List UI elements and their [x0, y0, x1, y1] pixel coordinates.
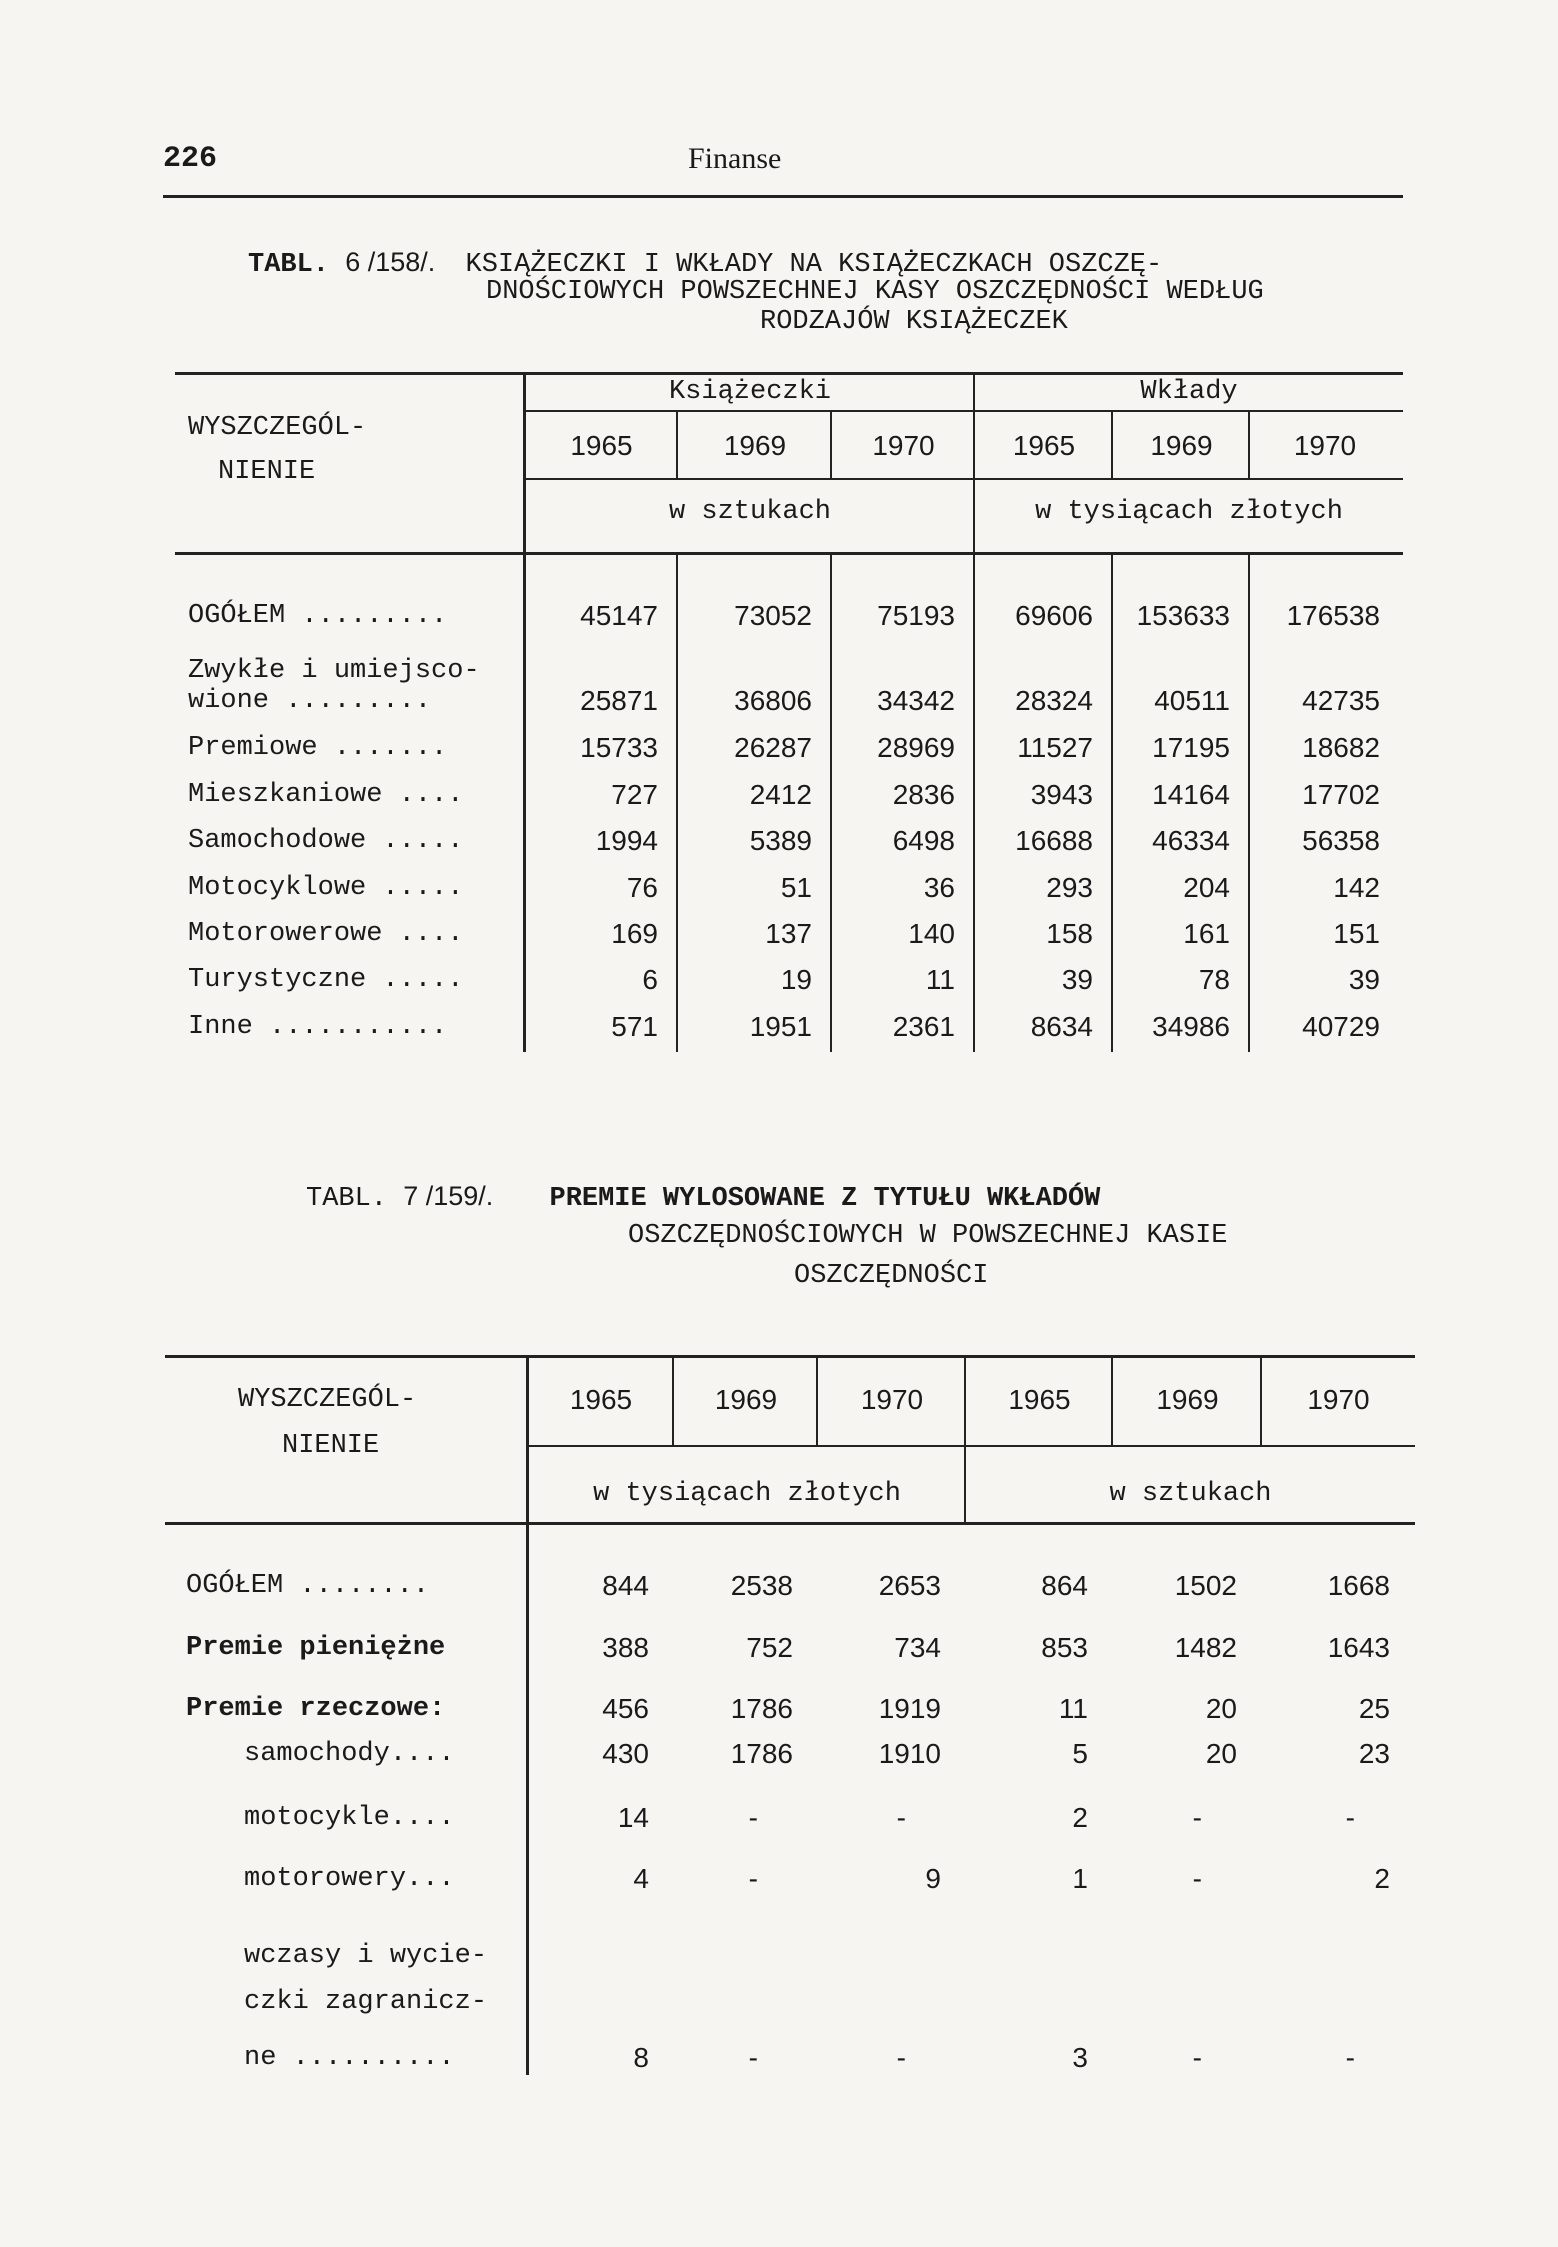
t7-row-label: motocykle....	[244, 1803, 455, 1833]
t6-value: 46334	[1152, 825, 1230, 856]
page-number: 226	[163, 142, 218, 176]
t6-value: 40511	[1154, 685, 1230, 716]
t7-year-3: 1965	[1008, 1384, 1071, 1415]
t7-value: 9	[925, 1863, 941, 1894]
t7-value: 23	[1358, 1738, 1390, 1769]
t6-value: 76	[626, 872, 658, 903]
t6-value: 34986	[1152, 1011, 1230, 1042]
t7-value: 864	[1041, 1570, 1088, 1601]
t6-value: 19	[780, 964, 812, 995]
table7-title-line1: PREMIE WYLOSOWANE Z TYTUŁU WKŁADÓW	[549, 1184, 1101, 1214]
t6-value: 26287	[734, 732, 812, 763]
t6-value: 169	[611, 918, 658, 949]
t7-rule-years	[528, 1445, 1415, 1447]
t6-year-2: 1970	[872, 430, 935, 461]
t7-value: -	[1192, 1802, 1202, 1833]
t6-row-label: OGÓŁEM .........	[188, 601, 448, 631]
t7-value: 14	[617, 1802, 649, 1833]
t7-value: 20	[1205, 1738, 1237, 1769]
t7-unit-2: w sztukach	[1109, 1479, 1272, 1509]
t7-value: -	[1345, 2042, 1355, 2073]
t6-row-label: Mieszkaniowe ....	[188, 780, 464, 810]
t6-value: 51	[780, 872, 812, 903]
t6-unit-2: w tysiącach złotych	[1035, 497, 1343, 527]
t7-value: 2538	[730, 1570, 793, 1601]
t6-value: 204	[1183, 872, 1230, 903]
t7-value: 1482	[1174, 1632, 1237, 1663]
t6-row-label: Motorowerowe ....	[188, 919, 464, 949]
t6-value: 142	[1333, 872, 1380, 903]
t6-value: 1951	[749, 1011, 812, 1042]
table7-title-line2: OSZCZĘDNOŚCIOWYCH W POWSZECHNEJ KASIE	[628, 1221, 1228, 1251]
table7-title-line3: OSZCZĘDNOŚCI	[794, 1261, 989, 1291]
t7-value: 1668	[1327, 1570, 1390, 1601]
t7-value: -	[896, 1802, 906, 1833]
t7-value: 4	[633, 1863, 649, 1894]
t7-row-label: OGÓŁEM ........	[186, 1571, 430, 1601]
t6-value: 36806	[734, 685, 812, 716]
t7-value: 2	[1374, 1863, 1390, 1894]
t7-value: 388	[602, 1632, 649, 1663]
table6-title-line3: RODZAJÓW KSIĄŻECZEK	[760, 307, 1068, 337]
t7-value: 2653	[878, 1570, 941, 1601]
t6-value: 28324	[1015, 685, 1093, 716]
t6-year-5: 1970	[1293, 430, 1357, 461]
t7-value: -	[1192, 1863, 1202, 1894]
t7-value: 1786	[730, 1738, 793, 1769]
t6-value: 69606	[1015, 600, 1093, 631]
table6-number: 6 /158/.	[345, 247, 436, 277]
t6-value: 17702	[1302, 779, 1380, 810]
t6-value: 153633	[1136, 600, 1230, 631]
t7-row-label: samochody....	[244, 1739, 455, 1769]
t6-value: 56358	[1302, 825, 1380, 856]
t6-value: 45147	[580, 600, 658, 631]
t6-row-label: Turystyczne .....	[188, 965, 464, 995]
t6-value: 2412	[749, 779, 812, 810]
running-head: Finanse	[688, 142, 782, 175]
t7-rule-top	[165, 1355, 1415, 1358]
t6-value: 75193	[877, 600, 955, 631]
t6-value: 78	[1198, 964, 1230, 995]
t7-value: 844	[602, 1570, 649, 1601]
table6-label: TABL.	[248, 250, 330, 280]
t7-value: -	[1192, 2042, 1202, 2073]
t6-row-label2: wione .........	[188, 686, 432, 716]
t6-value: 73052	[734, 600, 812, 631]
t7-value: 5	[1072, 1738, 1088, 1769]
t6-value: 34342	[877, 685, 955, 716]
t7-value: 430	[602, 1738, 649, 1769]
t7-value: -	[748, 1863, 758, 1894]
t6-value: 11527	[1017, 732, 1093, 763]
t7-year-2: 1970	[860, 1384, 924, 1415]
t6-value: 6	[642, 964, 658, 995]
t6-value: 18682	[1302, 732, 1380, 763]
t7-value: -	[896, 2042, 906, 2073]
t6-group-ksiazeczki: Książeczki	[668, 377, 832, 407]
t6-value: 25871	[580, 685, 658, 716]
t6-value: 140	[908, 918, 955, 949]
t6-stub-header-2: NIENIE	[218, 457, 316, 487]
t6-value: 6498	[892, 825, 955, 856]
t6-value: 11	[925, 964, 955, 995]
t6-year-0: 1965	[570, 430, 633, 461]
t6-value: 571	[611, 1011, 658, 1042]
t7-value: 1919	[878, 1693, 941, 1724]
t6-value: 161	[1183, 918, 1230, 949]
t6-row-label: Motocyklowe .....	[188, 873, 464, 903]
t7-rule-units	[165, 1522, 1415, 1525]
t6-value: 176538	[1286, 600, 1380, 631]
t6-value: 42735	[1302, 685, 1380, 716]
t7-row-label: Premie rzeczowe:	[186, 1694, 446, 1724]
table6-title-line2: DNOŚCIOWYCH POWSZECHNEJ KASY OSZCZĘDNOŚCI WEDŁUG	[486, 277, 1264, 307]
t7-value: 752	[746, 1632, 793, 1663]
t6-row-label: Samochodowe .....	[188, 826, 464, 856]
t6-value: 727	[611, 779, 658, 810]
t6-row-label: Premiowe .......	[188, 733, 448, 763]
table6-title-line1: KSIĄŻECZKI I WKŁADY NA KSIĄŻECZKACH OSZCZĘ-	[465, 250, 1163, 280]
t6-year-1: 1969	[723, 430, 787, 461]
t6-value: 17195	[1152, 732, 1230, 763]
t7-value: 3	[1072, 2042, 1088, 2073]
t7-value: 11	[1058, 1693, 1088, 1724]
t6-value: 2836	[892, 779, 955, 810]
table7-number: 7 /159/.	[403, 1181, 494, 1211]
t6-value: 151	[1333, 918, 1380, 949]
t7-stub-header-2: NIENIE	[282, 1431, 380, 1461]
t6-value: 15733	[580, 732, 658, 763]
t6-value: 28969	[877, 732, 955, 763]
t6-value: 137	[765, 918, 812, 949]
t6-value: 40729	[1302, 1011, 1380, 1042]
t7-value: 8	[633, 2042, 649, 2073]
t7-row-label3: ne ..........	[244, 2043, 455, 2073]
t6-year-3: 1965	[1012, 430, 1076, 461]
t7-value: 1502	[1174, 1570, 1237, 1601]
t6-value: 3943	[1030, 779, 1093, 810]
t6-group-wklady: Wkłady	[1140, 377, 1238, 407]
t7-year-0: 1965	[569, 1384, 633, 1415]
t7-year-5: 1970	[1307, 1384, 1370, 1415]
t7-value: 1	[1072, 1863, 1088, 1894]
t6-value: 158	[1046, 918, 1093, 949]
t6-value: 1994	[595, 825, 658, 856]
t7-value: -	[748, 1802, 758, 1833]
t6-year-4: 1969	[1150, 430, 1213, 461]
t7-year-1: 1969	[714, 1384, 778, 1415]
table7-label: TABL.	[306, 1184, 388, 1214]
t7-value: 25	[1358, 1693, 1390, 1724]
t6-unit-1: w sztukach	[668, 497, 832, 527]
t7-value: 853	[1041, 1632, 1088, 1663]
t7-stub-header-1: WYSZCZEGÓL-	[238, 1385, 417, 1415]
t7-row-label: wczasy i wycie-	[244, 1941, 488, 1971]
t6-row-label: Inne ...........	[188, 1012, 448, 1042]
t7-value: 20	[1205, 1693, 1237, 1724]
t6-stub-header-1: WYSZCZEGÓL-	[188, 413, 367, 443]
t6-value: 36	[923, 872, 955, 903]
t7-value: 1910	[878, 1738, 941, 1769]
t6-row-label: Zwykłe i umiejsco-	[188, 656, 480, 686]
t6-value: 39	[1348, 964, 1380, 995]
t7-row-label2: czki zagranicz-	[244, 1987, 488, 2017]
t7-value: 456	[602, 1693, 649, 1724]
t7-value: -	[1345, 1802, 1355, 1833]
t7-row-label: Premie pieniężne	[186, 1633, 446, 1663]
t7-value: -	[748, 2042, 758, 2073]
t6-value: 39	[1061, 964, 1093, 995]
t7-value: 2	[1072, 1802, 1088, 1833]
t7-year-4: 1969	[1156, 1384, 1219, 1415]
t7-value: 734	[894, 1632, 941, 1663]
t7-value: 1643	[1327, 1632, 1390, 1663]
t6-value: 16688	[1015, 825, 1093, 856]
t6-value: 293	[1046, 872, 1093, 903]
t6-value: 5389	[749, 825, 812, 856]
t6-value: 2361	[892, 1011, 955, 1042]
t7-unit-1: w tysiącach złotych	[593, 1479, 901, 1509]
t7-value: 1786	[730, 1693, 793, 1724]
t7-row-label: motorowery...	[244, 1864, 455, 1894]
t6-value: 14164	[1152, 779, 1230, 810]
t6-value: 8634	[1030, 1011, 1093, 1042]
